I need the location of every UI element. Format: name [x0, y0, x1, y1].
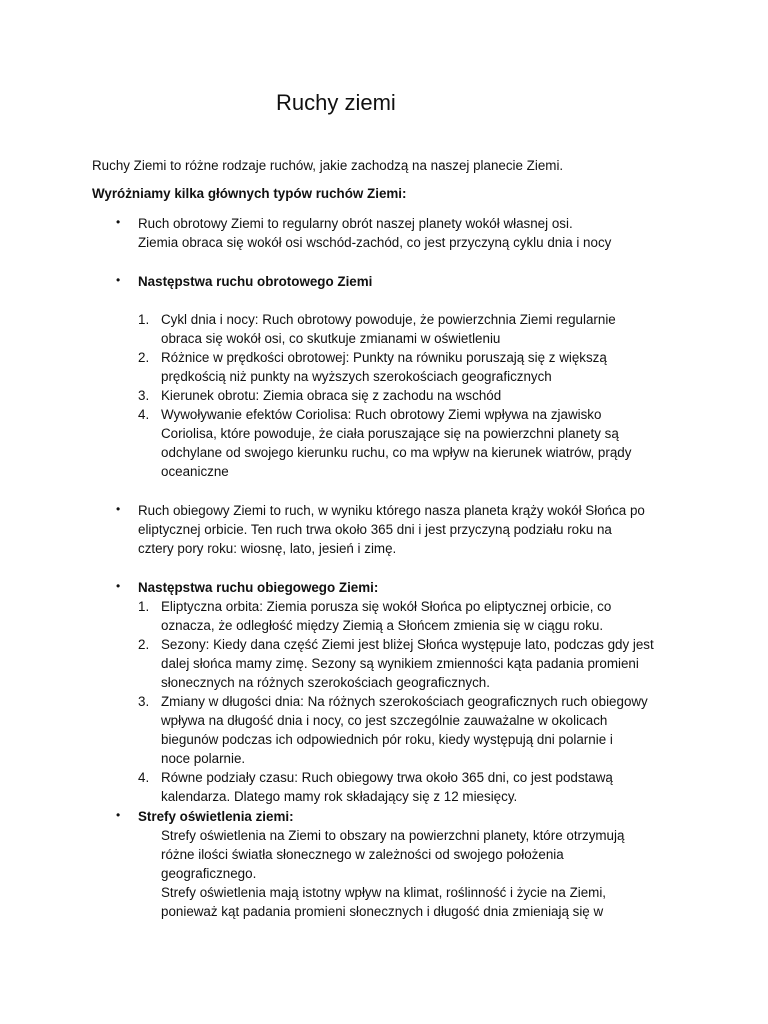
list-number: 2. — [138, 637, 150, 652]
bullet-marker: • — [116, 215, 121, 229]
list-item-line: dalej słońca mamy zimę. Sezony są wynikiem zmienności kąta padania promieni — [161, 656, 639, 671]
rotation-effects-heading: Następstwa ruchu obrotowego Ziemi — [138, 274, 373, 289]
list-number: 4. — [138, 770, 150, 785]
orbit-line: Ruch obiegowy Ziemi to ruch, w wyniku którego nasza planeta krąży wokół Słońca po — [138, 503, 645, 518]
list-number: 2. — [138, 350, 150, 365]
list-number: 1. — [138, 312, 150, 327]
list-number: 4. — [138, 407, 150, 422]
list-item-line: wpływa na długość dnia i nocy, co jest szczególnie zauważalne w okolicach — [161, 713, 608, 728]
zones-line: ponieważ kąt padania promieni słonecznych i długość dnia zmieniają się w — [161, 904, 604, 919]
list-number: 3. — [138, 694, 150, 709]
zones-heading: Strefy oświetlenia ziemi: — [138, 809, 294, 824]
list-item-line: Sezony: Kiedy dana część Ziemi jest bliżej Słońca występuje lato, podczas gdy jest — [161, 637, 654, 652]
intro-paragraph: Ruchy Ziemi to różne rodzaje ruchów, jakie zachodzą na naszej planecie Ziemi. — [92, 158, 564, 173]
bullet-marker: • — [116, 273, 121, 287]
list-item-line: biegunów podczas ich odpowiednich pór roku, kiedy występują dni polarnie i — [161, 732, 613, 747]
bullet-marker: • — [116, 808, 121, 822]
list-item-line: Równe podziały czasu: Ruch obiegowy trwa około 365 dni, co jest podstawą — [161, 770, 613, 785]
list-item-line: Cykl dnia i nocy: Ruch obrotowy powoduje, że powierzchnia Ziemi regularnie — [161, 312, 616, 327]
list-item-line: Coriolisa, które powoduje, że ciała poruszające się na powierzchni planety są — [161, 426, 619, 441]
list-item-line: Różnice w prędkości obrotowej: Punkty na równiku poruszają się z większą — [161, 350, 607, 365]
zones-line: Strefy oświetlenia na Ziemi to obszary na powierzchni planety, które otrzymują — [161, 828, 625, 843]
list-item-line: noce polarnie. — [161, 751, 246, 766]
zones-line: geograficznego. — [161, 866, 257, 881]
types-heading: Wyróżniamy kilka głównych typów ruchów Ziemi: — [92, 186, 407, 201]
rotation-line: Ziemia obraca się wokół osi wschód-zachód, co jest przyczyną cyklu dnia i nocy — [138, 235, 612, 250]
list-item-line: prędkością niż punkty na wyższych szerokościach geograficznych — [161, 369, 552, 384]
zones-line: Strefy oświetlenia mają istotny wpływ na klimat, roślinność i życie na Ziemi, — [161, 885, 607, 900]
list-item-line: słonecznych na różnych szerokościach geograficznych. — [161, 675, 490, 690]
orbit-line: cztery pory roku: wiosnę, lato, jesień i zimę. — [138, 541, 397, 556]
bullet-marker: • — [116, 502, 121, 516]
list-item-line: oznacza, że odległość między Ziemią a Słońcem zmienia się w ciągu roku. — [161, 618, 604, 633]
list-item-line: obraca się wokół osi, co skutkuje zmianami w oświetleniu — [161, 331, 501, 346]
list-item-line: Zmiany w długości dnia: Na różnych szerokościach geograficznych ruch obiegowy — [161, 694, 648, 709]
rotation-line: Ruch obrotowy Ziemi to regularny obrót naszej planety wokół własnej osi. — [138, 216, 573, 231]
document-title: Ruchy ziemi — [276, 90, 396, 115]
list-item-line: Eliptyczna orbita: Ziemia porusza się wokół Słońca po eliptycznej orbicie, co — [161, 599, 612, 614]
orbit-effects-heading: Następstwa ruchu obiegowego Ziemi: — [138, 580, 379, 595]
orbit-line: eliptycznej orbicie. Ten ruch trwa około 365 dni i jest przyczyną podziału roku na — [138, 522, 612, 537]
bullet-marker: • — [116, 579, 121, 593]
list-number: 1. — [138, 599, 150, 614]
list-item-line: kalendarza. Dlatego mamy rok składający się z 12 miesięcy. — [161, 789, 518, 804]
list-number: 3. — [138, 388, 150, 403]
list-item-line: Wywoływanie efektów Coriolisa: Ruch obrotowy Ziemi wpływa na zjawisko — [161, 407, 602, 422]
list-item-line: odchylane od swojego kierunku ruchu, co ma wpływ na kierunek wiatrów, prądy — [161, 445, 632, 460]
list-item-line: oceaniczne — [161, 464, 229, 479]
zones-line: różne ilości światła słonecznego w zależności od swojego położenia — [161, 847, 564, 862]
list-item-line: Kierunek obrotu: Ziemia obraca się z zachodu na wschód — [161, 388, 502, 403]
